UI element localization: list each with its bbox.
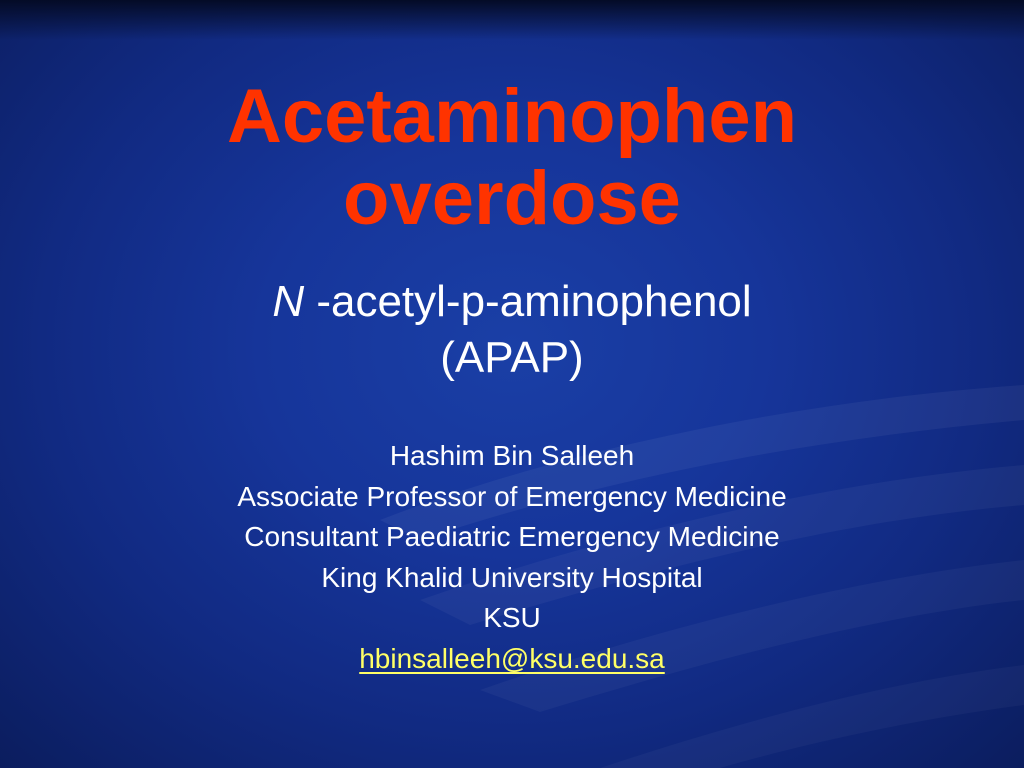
author-hospital: King Khalid University Hospital [321,561,703,593]
swoosh-band-4 [600,665,1024,768]
author-email-line [0,639,1024,680]
slide-title [0,76,1024,240]
author-position: Associate Professor of Emergency Medicine [237,480,787,512]
subtitle-chemical-name: -acetyl-p-aminophenol [304,277,752,326]
title-line-2: overdose [343,156,681,241]
title-line-1: Acetaminophen [226,74,798,159]
subtitle-n-letter: N [272,277,305,326]
subtitle-line-1 [0,274,1024,330]
subtitle-abbreviation: (APAP) [440,333,584,382]
author-role: Consultant Paediatric Emergency Medicine [244,521,780,552]
author-institution: KSU [483,602,541,633]
author-block [0,436,1024,679]
author-name: Hashim Bin Salleeh [389,440,635,471]
slide-subtitle [0,274,1024,386]
email-link[interactable]: hbinsalleeh@ksu.edu.sa [359,642,665,674]
